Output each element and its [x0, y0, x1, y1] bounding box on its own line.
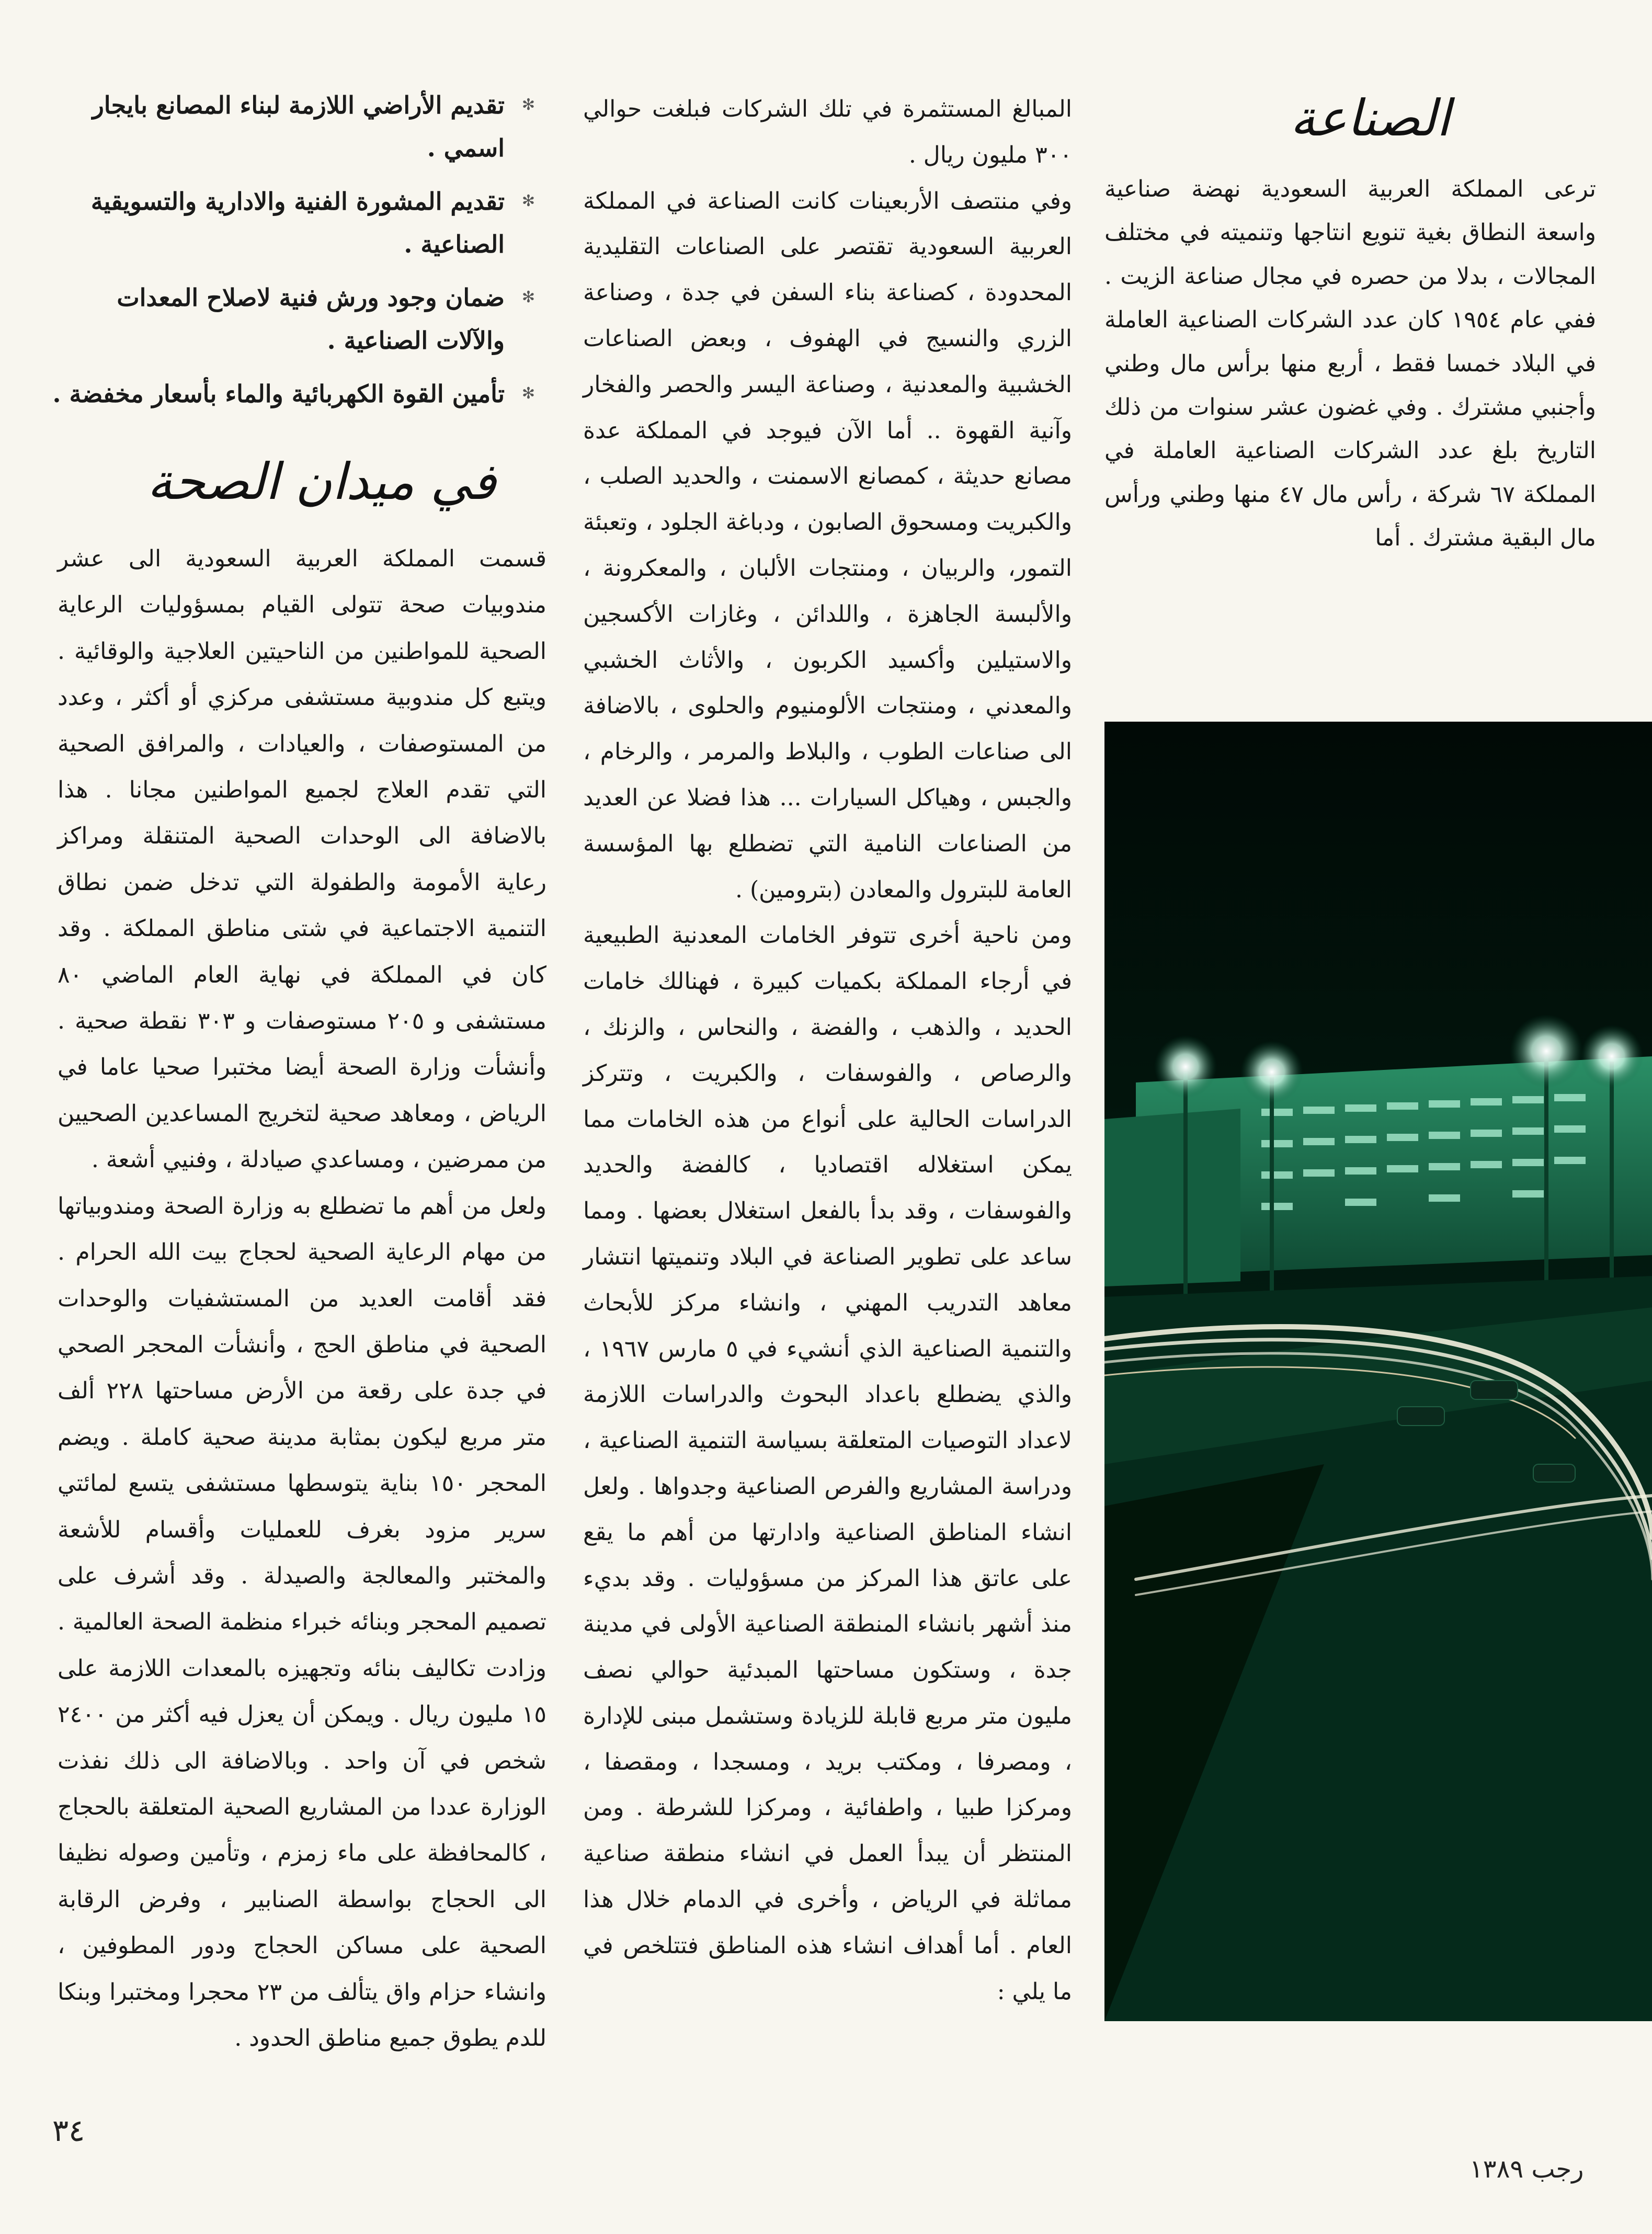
goal-text: ضمان وجود ورش فنية لاصلاح المعدات والآلات الصناعية .	[117, 283, 505, 355]
goal-text: تأمين القوة الكهربائية والماء بأسعار مخفضة .	[52, 380, 505, 408]
section-heading-health: في ميدان الصحة	[147, 452, 496, 511]
issue-date: رجب ١٣٨٩	[1469, 2155, 1584, 2184]
asterisk-bullet-icon: ✻	[521, 192, 535, 210]
industry-paragraph-3: ومن ناحية أخرى تتوفر الخامات المعدنية الطبيعية في أرجاء المملكة بكميات كبيرة ، فهنالك خامات الحديد ، والذهب ، والفضة ، والنحاس ، والزنك ، والرصاص ، والفوسفات ، والكبريت ، وتتركز الدراسات الحالية على أنواع من هذه الخامات مما يمكن استغلاله اقتصاديا ، كالفضة والحديد والفوسفات ، وقد بدأ بالفعل استغلال بعضها . ومما ساعد على تطوير الصناعة في البلاد وتنميتها انتشار معاهد التدريب المهني ، وانشاء مركز للأبحاث والتنمية الصناعية الذي أنشيء في ٥ مارس ١٩٦٧ ، والذي يضطلع باعداد البحوث والدراسات اللازمة لاعداد التوصيات المتعلقة بسياسة التنمية الصناعية ، ودراسة المشاريع والفرص الصناعية وجدواها . ولعل انشاء المناطق الصناعية وادارتها من أهم ما يقع على عاتق هذا المركز من مسؤوليات . وقد بديء منذ أشهر بانشاء المنطقة الصناعية الأولى في مدينة جدة ، وستكون مساحتها المبدئية حوالي نصف مليون متر مربع قابلة للزيادة وستشمل مبنى للإدارة ، ومصرفا ، ومكتب بريد ، ومسجدا ، ومقصفا ، ومركزا طبيا ، واطفائية ، ومركزا للشرطة . ومن المنتظر أن يبدأ العمل في انشاء منطقة صناعية مماثلة في الرياض ، وأخرى في الدمام خلال هذا العام . أما أهداف انشاء هذه المناطق فتتلخص في ما يلي :	[583, 922, 1072, 2005]
asterisk-bullet-icon: ✻	[521, 384, 535, 403]
goal-item-1	[52, 84, 541, 169]
goal-text: تقديم المشورة الفنية والادارية والتسويقية الصناعية .	[90, 187, 505, 258]
health-column	[58, 536, 546, 2061]
industry-paragraph-2: وفي منتصف الأربعينات كانت الصناعة في المملكة العربية السعودية تقتصر على الصناعات التقليدية المحدودة ، كصناعة بناء السفن في جدة ، وصناعة الزري والنسيج في الهفوف ، وبعض الصناعات الخشبية والمعدنية ، وصناعة اليسر والحصر والفخار وآنية القهوة .. أما الآن فيوجد في المملكة عدة مصانع حديثة ، كمصانع الاسمنت ، والحديد الصلب ، والكبريت ومسحوق الصابون ، ودباغة الجلود ، وتعبئة التمور، والربيان ، ومنتجات الألبان ، والمعكرونة ، والألبسة الجاهزة ، واللدائن ، وغازات الأكسجين والاستيلين وأكسيد الكربون ، والأثاث الخشبي والمعدني ، ومنتجات الألومنيوم والحلوى ، بالاضافة الى صناعات الطوب ، والبلاط والمرمر ، والرخام ، والجبس ، وهياكل السيارات ... هذا فضلا عن العديد من الصناعات النامية التي تضطلع بها المؤسسة العامة للبترول والمعادن (بترومين) .	[583, 187, 1072, 903]
asterisk-bullet-icon: ✻	[521, 96, 535, 114]
health-paragraph-2: ولعل من أهم ما تضطلع به وزارة الصحة ومندوبياتها من مهام الرعاية الصحية لحجاج بيت الله الحرام . فقد أقامت العديد من المستشفيات والوحدات الصحية في مناطق الحج ، وأنشأت المحجر الصحي في جدة على رقعة من الأرض مساحتها ٢٢٨ ألف متر مربع ليكون بمثابة مدينة صحية كاملة . ويضم المحجر ١٥٠ بناية يتوسطها مستشفى يتسع لمائتي سرير مزود بغرف للعمليات وأقسام للأشعة والمختبر والمعالجة والصيدلة . وقد أشرف على تصميم المحجر وبنائه خبراء منظمة الصحة العالمية . وزادت تكاليف بنائه وتجهيزه بالمعدات اللازمة على ١٥ مليون ريال . ويمكن أن يعزل فيه أكثر من ٢٤٠٠ شخص في آن واحد . وبالاضافة الى ذلك نفذت الوزارة عددا من المشاريع الصحية المتعلقة بالحجاج ، كالمحافظة على ماء زمزم ، وتأمين وصوله نظيفا الى الحجاج بواسطة الصنابير ، وفرض الرقابة الصحية على مساكن الحجاج ودور المطوفين ، وانشاء حزام واق يتألف من ٢٣ محجرا ومختبرا وبنكا للدم يطوق جميع مناطق الحدود .	[58, 1192, 546, 2051]
industrial-zone-goals-list	[52, 84, 541, 426]
goal-item-3	[52, 276, 541, 362]
industry-body-column	[583, 86, 1072, 2014]
night-industrial-road-photo	[1104, 722, 1652, 2021]
health-paragraph-1: قسمت المملكة العربية السعودية الى عشر مندوبيات صحة تتولى القيام بمسؤوليات الرعاية الصحية للمواطنين من الناحيتين العلاجية والوقائية . ويتبع كل مندوبية مستشفى مركزي أو أكثر ، وعدد من المستوصفات ، والعيادات ، والمرافق الصحية التي تقدم العلاج لجميع المواطنين مجانا . هذا بالاضافة الى الوحدات الصحية المتنقلة ومراكز رعاية الأمومة والطفولة التي تدخل ضمن نطاق التنمية الاجتماعية في شتى مناطق المملكة . وقد كان في المملكة في نهاية العام الماضي ٨٠ مستشفى و ٢٠٥ مستوصفات و ٣٠٣ نقطة صحية . وأنشأت وزارة الصحة أيضا مختبرا صحيا عاما في الرياض ، ومعاهد صحية لتخريج المساعدين الصحيين من ممرضين ، ومساعدي صيادلة ، وفنيي أشعة .	[58, 545, 547, 1173]
goal-text: تقديم الأراضي اللازمة لبناء المصانع بايجار اسمي .	[92, 91, 505, 162]
page-number: ٣٤	[52, 2113, 85, 2148]
section-heading-industry: الصناعة	[1290, 89, 1451, 147]
industry-intro-paragraph: ترعى المملكة العربية السعودية نهضة صناعية واسعة النطاق بغية تنويع انتاجها وتنميته في مختلف المجالات ، بدلا من حصره في مجال صناعة الزيت . ففي عام ١٩٥٤ كان عدد الشركات الصناعية العاملة في البلاد خمسا فقط ، أربع منها برأس مال وطني وأجنبي مشترك . وفي غضون عشر سنوات من ذلك التاريخ بلغ عدد الشركات الصناعية العاملة في المملكة ٦٧ شركة ، رأس مال ٤٧ منها وطني ورأس مال البقية مشترك . أما	[1104, 176, 1596, 552]
industry-intro-column	[1104, 167, 1596, 560]
industry-paragraph-1: المبالغ المستثمرة في تلك الشركات فبلغت حوالي ٣٠٠ مليون ريال .	[583, 96, 1072, 168]
goal-item-4	[52, 372, 541, 415]
goal-item-2	[52, 180, 541, 266]
asterisk-bullet-icon: ✻	[521, 288, 535, 306]
